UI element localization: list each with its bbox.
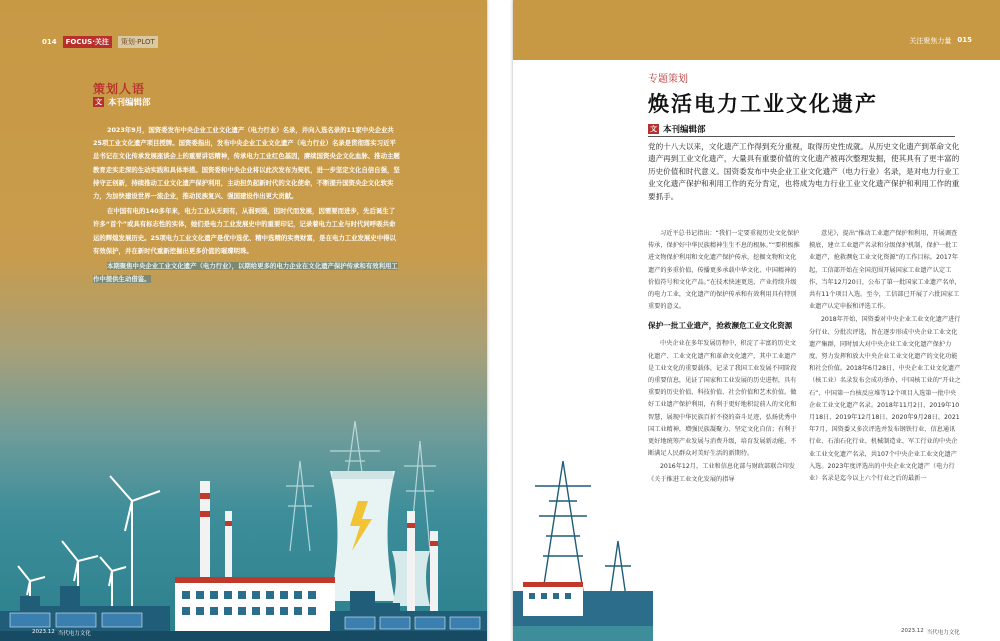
page-number: 014 bbox=[42, 38, 57, 46]
author-line bbox=[93, 96, 151, 108]
left-page bbox=[0, 0, 487, 641]
body-paragraph: 习近平总书记指出：“我们一定要重视历史文化保护传承，保护好中华民族精神生生不息的根脉。”“要积极推进文物保护利用和文化遗产保护传承，挖掘文物和文化遗产的多重价值，传播更多承载中华文化、中国精神的价值符号和文化产品。”在技术快速更迭、产业持续升级的电力工业，文化遗产的保护传承和有效利用具有特别重要的意义。 bbox=[648, 230, 800, 311]
footer-magazine: 当代电力文化 bbox=[57, 631, 91, 637]
footer-issue: 2023.12 bbox=[901, 628, 924, 634]
body-paragraph: 中央企业在多年发展历程中，积淀了丰富的历史文化遗产、工业文化遗产和革命文化遗产，其中工业遗产是工业文化的重要载体，记录了我国工业发展不同阶段的重要信息，见证了国家和工业发展的历史进程，具有重要的历史价值、科技价值、社会价值和艺术价值。做好工业遗产保护利用，有利于更好地积淀前人的文化和智慧，展现中华民族百折不挠的奋斗足迹，弘扬优秀中国工业精神，增强民族凝聚力、坚定文化自信；有利于更好地统筹产业发展与消费升级，培育发展新动能，不断满足人民群众对美好生活的新期待。 bbox=[648, 340, 797, 458]
lead-paragraph: 党的十八大以来，文化遗产工作得到充分重视，取得历史性成就。从历史文化遗产到革命文化遗产再到工业文化遗产，大量具有重要价值的文化遗产被再次整理发掘，使其具有了更丰富的历史价值和时代意义。国资委发布中央企业工业文化遗产（电力行业）名录，是对电力行业工业文化遗产保护和利用工作的充分肯定，也将成为电力行业工业文化遗产保护和利用工作的重要抓手。 bbox=[648, 142, 960, 201]
author-mark: 文 bbox=[650, 125, 657, 133]
power-industry-illustration bbox=[0, 381, 487, 641]
header-banner bbox=[513, 0, 1000, 60]
kicker: 专题策划 bbox=[648, 74, 688, 85]
right-footer bbox=[901, 628, 960, 636]
footer-issue: 2023.12 bbox=[32, 629, 55, 635]
editorial-body bbox=[93, 124, 401, 288]
editorial-paragraph: 在中国有电的140多年来，电力工业从无到有，从弱到强，因时代而发展，因需要而进步，先后诞生了许多“首个”或具有标志性的实体，她们是电力工业发展史中的重要印记，记录着电力工业与时代同呼吸共命运的辉煌发展历史。25项电力工业文化遗产是优中选优、精中选精的实贵财富，是在电力工业发展史中得以有效保护，并在新时代重新挖掘出更多价值的璀璨明珠。 bbox=[93, 207, 396, 255]
article-title: 焕活电力工业文化遗产 bbox=[648, 92, 878, 116]
footer-magazine: 当代电力文化 bbox=[926, 630, 960, 636]
focus-badge: FOCUS·关注 bbox=[63, 36, 112, 48]
author-mark: 文 bbox=[95, 98, 102, 106]
divider bbox=[648, 136, 955, 137]
author-name: 本刊编辑部 bbox=[663, 125, 706, 135]
left-footer bbox=[32, 629, 91, 637]
planner-words-title: 策划人语 bbox=[93, 82, 146, 96]
author-line bbox=[648, 123, 706, 135]
section-badge: 策划·PLOT bbox=[118, 36, 158, 48]
left-page-header bbox=[42, 36, 158, 48]
header-text: 关注聚焦力量 bbox=[909, 37, 952, 45]
power-industry-illustration bbox=[513, 441, 653, 641]
body-paragraph: 2018年开始，国资委对中央企业工业文化遗产进行分行业、分批次评选，旨在逐步形成中央企业工业文化遗产集群，同时加大对中央企业工业文化遗产保护力度，努力发挥和放大中央企业工业文化遗产的文化功能和社会价值。2018年6月28日，中央企业工业文化遗产（核工业）名录发布会成功举办，中国核工业的“开业之石”、中国第一台核反应堆等12个项目入选第一批中央企业工业文化遗产名录。2018年11月2日、2019年10月18日、2019年12月18日、2020年9月28日、2021年7月，国资委又多次评选并发布钢铁行业、信息通讯行业、石油石化行业、机械制造业、军工行业的中央企业工业文化遗产名录，共107个中央企业工业文化遗产入选。2023年度评选出的中央企业文化遗产（电力行业）名录是迄今以上六个行业之后的最新一 bbox=[809, 316, 961, 483]
text-column-1 bbox=[648, 228, 800, 487]
section-heading: 保护一批工业遗产，抢救濒危工业文化资源 bbox=[648, 321, 793, 331]
body-paragraph: 2016年12月，工业和信息化部与财政部联合印发《关于推进工业文化发展的指导 bbox=[648, 463, 795, 483]
author-name: 本刊编辑部 bbox=[108, 98, 151, 108]
page-number: 015 bbox=[957, 36, 972, 44]
body-paragraph: 意见》，提出“推动工业遗产保护和利用，开展调查摸底，建立工业遗产名录和分级保护机制，保护一批工业遗产，抢救濒危工业文化资源”的工作目标。2017年起，工信部开始在全国范围开展国家工业遗产认定工作，当年12月20日，公布了第一批国家工业遗产名单，共有11个项目入选。至今，工信部已开展了六批国家工业遗产认定申报和评选工作。 bbox=[809, 230, 961, 311]
right-page-header bbox=[909, 36, 972, 46]
highlighted-text: 本期聚焦中央企业工业文化遗产（电力行业），以期给更多的电力企业在文化遗产保护传承和有效利用工作中提供生动借鉴。 bbox=[93, 262, 398, 284]
right-page bbox=[513, 0, 1000, 641]
text-column-2 bbox=[809, 228, 961, 486]
editorial-paragraph: 2023年9月，国资委发布中央企业工业文化遗产（电力行业）名录，并向入选名录的11家中央企业共25项工业文化遗产项目授牌。国资委指出，发布中央企业工业文化遗产（电力行业）名录是贯彻落实习近平总书记在文化传承发展座谈会上的重要讲话精神，传承电力工业红色基因，赓续国资央企文化血脉、推动主题教育走实走深的生动实践和具体举措。国资委和中央企业将以此次发布为契机，进一步坚定文化自信自强，坚持守正创新，持续推动工业文化遗产保护利用，主动担负起新时代的文化使命，不断提升国资央企文化软实力，为加快建设世界一流企业，推动民族复兴、强国建设作出更大贡献。 bbox=[93, 126, 400, 201]
